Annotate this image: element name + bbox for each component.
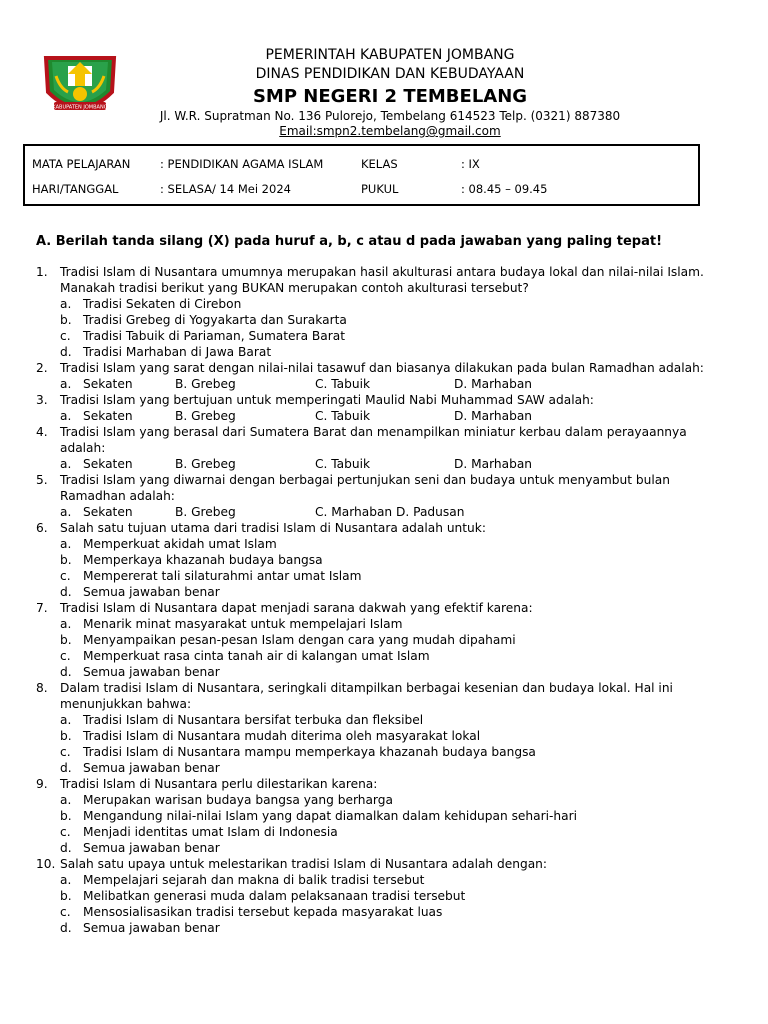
department-title: DINAS PENDIDIKAN DAN KEBUDAYAAN (255, 66, 525, 82)
option-letter: a. (60, 713, 72, 727)
answer-option[interactable] (36, 872, 736, 888)
class-label: KELAS (361, 157, 398, 171)
answer-option[interactable] (36, 648, 736, 664)
option-letter: a. (60, 505, 72, 519)
instruction-heading: A. Berilah tanda silang (X) pada huruf a, b, c atau d pada jawaban yang paling tepat! (36, 234, 663, 249)
answer-option[interactable] (36, 808, 736, 824)
option-letter: c. (60, 569, 71, 583)
answer-option[interactable]: B. Grebeg (175, 457, 236, 471)
answer-option[interactable]: B. Grebeg (175, 409, 236, 423)
answer-option[interactable] (36, 312, 736, 328)
answer-option[interactable] (36, 744, 736, 760)
option-letter: c. (60, 329, 71, 343)
option-text: Mensosialisasikan tradisi tersebut kepada masyarakat luas (83, 905, 443, 919)
option-text: Memperkaya khazanah budaya bangsa (83, 553, 323, 567)
question-text: Tradisi Islam yang bertujuan untuk memperingati Maulid Nabi Muhammad SAW adalah: (60, 393, 594, 407)
answer-option[interactable] (36, 296, 736, 312)
question-list (36, 264, 736, 936)
option-letter: d. (60, 841, 72, 855)
question-text: Salah satu upaya untuk melestarikan tradisi Islam di Nusantara adalah dengan: (60, 857, 548, 871)
question-number: 4. (36, 425, 48, 439)
question-line (36, 856, 736, 872)
question-text: Tradisi Islam di Nusantara perlu dilestarikan karena: (60, 777, 378, 791)
answer-option[interactable] (36, 840, 736, 856)
question-text: menunjukkan bahwa: (60, 697, 192, 711)
answer-option[interactable] (36, 344, 736, 360)
question-text: Tradisi Islam yang diwarnai dengan berbagai pertunjukan seni dan budaya untuk menyambut bulan (60, 473, 670, 487)
answer-option[interactable]: D. Marhaban (454, 409, 533, 423)
subject-label: MATA PELAJARAN (32, 157, 131, 171)
option-letter: d. (60, 585, 72, 599)
answer-option[interactable] (36, 904, 736, 920)
subject-value: : PENDIDIKAN AGAMA ISLAM (160, 157, 324, 171)
question-line (36, 392, 736, 408)
answer-option[interactable] (36, 552, 736, 568)
answer-option[interactable]: B. Grebeg (175, 505, 236, 519)
option-text: Tradisi Islam di Nusantara mampu memperkaya khazanah budaya bangsa (83, 745, 536, 759)
option-letter: c. (60, 649, 71, 663)
option-text: Semua jawaban benar (83, 761, 220, 775)
question-line (36, 776, 736, 792)
question-line (36, 264, 736, 280)
option-text: Melibatkan generasi muda dalam pelaksanaan tradisi tersebut (83, 889, 466, 903)
logo-banner-text: KABUPATEN JOMBANG (52, 104, 108, 111)
question-number: 10. (36, 857, 56, 871)
answer-option[interactable] (36, 712, 736, 728)
answer-option[interactable] (36, 664, 736, 680)
inline-options-row (36, 408, 736, 424)
answer-option[interactable]: C. Tabuik (315, 457, 371, 471)
question-text: Tradisi Islam yang sarat dengan nilai-nilai tasawuf dan biasanya dilakukan pada bulan Ramadhan adalah: (60, 361, 704, 375)
option-text: Mengandung nilai-nilai Islam yang dapat diamalkan dalam kehidupan sehari-hari (83, 809, 578, 823)
answer-option[interactable]: Sekaten (83, 505, 133, 519)
question-line (36, 696, 736, 712)
option-text: Semua jawaban benar (83, 921, 220, 935)
question-number: 1. (36, 265, 48, 279)
inline-options-row (36, 456, 736, 472)
option-text: Menarik minat masyarakat untuk mempelajari Islam (83, 617, 403, 631)
option-text: Tradisi Sekaten di Cirebon (83, 297, 242, 311)
time-label: PUKUL (361, 182, 399, 196)
option-text: Tradisi Marhaban di Jawa Barat (83, 345, 272, 359)
option-letter: d. (60, 665, 72, 679)
question-text: Manakah tradisi berikut yang BUKAN merupakan contoh akulturasi tersebut? (60, 281, 529, 295)
question-line (36, 472, 736, 488)
answer-option[interactable] (36, 792, 736, 808)
answer-option[interactable]: Sekaten (83, 377, 133, 391)
government-title: PEMERINTAH KABUPATEN JOMBANG (265, 47, 515, 63)
answer-option[interactable] (36, 616, 736, 632)
question-number: 9. (36, 777, 48, 791)
option-letter: a. (60, 617, 72, 631)
question-line (36, 488, 736, 504)
question-number: 6. (36, 521, 48, 535)
answer-option[interactable]: B. Grebeg (175, 377, 236, 391)
option-text: Mempererat tali silaturahmi antar umat Islam (83, 569, 362, 583)
option-text: Tradisi Islam di Nusantara mudah diterima oleh masyarakat lokal (83, 729, 481, 743)
option-text: Menyampaikan pesan-pesan Islam dengan cara yang mudah dipahami (83, 633, 516, 647)
question-text: Dalam tradisi Islam di Nusantara, seringkali ditampilkan berbagai kesenian dan budaya lokal. Hal ini (60, 681, 673, 695)
answer-option[interactable] (36, 584, 736, 600)
school-name: SMP NEGERI 2 TEMBELANG (252, 86, 528, 107)
answer-option[interactable] (36, 824, 736, 840)
answer-option[interactable]: C. Tabuik (315, 377, 371, 391)
question-text: Ramadhan adalah: (60, 489, 175, 503)
day-value: : SELASA/ 14 Mei 2024 (160, 182, 291, 196)
answer-option[interactable] (36, 920, 736, 936)
option-text: Memperkuat rasa cinta tanah air di kalangan umat Islam (83, 649, 430, 663)
question-text: Tradisi Islam yang berasal dari Sumatera Barat dan menampilkan miniatur kerbau dalam perayaannya (60, 425, 687, 439)
question-line (36, 424, 736, 440)
question-line (36, 680, 736, 696)
answer-option[interactable]: D. Marhaban (454, 377, 533, 391)
question-line (36, 600, 736, 616)
option-letter: a. (60, 537, 72, 551)
day-label: HARI/TANGGAL (32, 182, 119, 196)
option-text: Memperkuat akidah umat Islam (83, 537, 277, 551)
answer-option[interactable] (36, 328, 736, 344)
option-text: Mempelajari sejarah dan makna di balik tradisi tersebut (83, 873, 425, 887)
question-text: Tradisi Islam di Nusantara dapat menjadi sarana dakwah yang efektif karena: (60, 601, 533, 615)
option-text: Tradisi Islam di Nusantara bersifat terbuka dan fleksibel (83, 713, 424, 727)
option-letter: c. (60, 905, 71, 919)
option-letter: d. (60, 921, 72, 935)
answer-option[interactable] (36, 536, 736, 552)
question-text: Tradisi Islam di Nusantara umumnya merupakan hasil akulturasi antara budaya lokal dan nilai-nilai Islam. (60, 265, 704, 279)
option-letter: d. (60, 345, 72, 359)
time-value: : 08.45 – 09.45 (461, 182, 548, 196)
option-text: Menjadi identitas umat Islam di Indonesia (83, 825, 338, 839)
school-address: Jl. W.R. Supratman No. 136 Pulorejo, Tembelang 614523 Telp. (0321) 887380 (159, 109, 621, 123)
option-letter: a. (60, 409, 72, 423)
option-letter: a. (60, 873, 72, 887)
option-letter: b. (60, 729, 72, 743)
answer-option[interactable] (36, 888, 736, 904)
option-text: Tradisi Tabuik di Pariaman, Sumatera Barat (83, 329, 345, 343)
option-letter: b. (60, 809, 72, 823)
option-letter: b. (60, 313, 72, 327)
answer-option[interactable] (36, 728, 736, 744)
option-text: Semua jawaban benar (83, 585, 220, 599)
option-letter: b. (60, 553, 72, 567)
question-line (36, 280, 736, 296)
question-number: 7. (36, 601, 48, 615)
question-number: 2. (36, 361, 48, 375)
answer-option[interactable] (36, 632, 736, 648)
option-letter: b. (60, 889, 72, 903)
answer-option[interactable] (36, 568, 736, 584)
question-line (36, 520, 736, 536)
option-letter: a. (60, 377, 72, 391)
option-letter: a. (60, 793, 72, 807)
option-text: Merupakan warisan budaya bangsa yang berharga (83, 793, 393, 807)
question-line (36, 360, 736, 376)
exam-info-box (23, 144, 700, 206)
option-letter: a. (60, 457, 72, 471)
answer-option[interactable] (36, 760, 736, 776)
question-number: 5. (36, 473, 48, 487)
class-value: : IX (461, 157, 480, 171)
option-text: Semua jawaban benar (83, 841, 220, 855)
option-letter: d. (60, 761, 72, 775)
option-letter: c. (60, 745, 71, 759)
inline-options-row (36, 504, 736, 520)
answer-option[interactable]: Sekaten (83, 409, 133, 423)
question-text: Salah satu tujuan utama dari tradisi Islam di Nusantara adalah untuk: (60, 521, 486, 535)
option-text: Semua jawaban benar (83, 665, 220, 679)
option-letter: a. (60, 297, 72, 311)
kabupaten-jombang-logo-icon (38, 52, 122, 120)
question-line (36, 440, 736, 456)
answer-option[interactable]: D. Marhaban (454, 457, 533, 471)
question-number: 3. (36, 393, 48, 407)
question-text: adalah: (60, 441, 106, 455)
option-text: Tradisi Grebeg di Yogyakarta dan Surakarta (83, 313, 347, 327)
answer-option[interactable]: Sekaten (83, 457, 133, 471)
option-letter: c. (60, 825, 71, 839)
answer-option[interactable]: C. Marhaban D. Padusan (315, 505, 465, 519)
answer-option[interactable]: C. Tabuik (315, 409, 371, 423)
inline-options-row (36, 376, 736, 392)
question-number: 8. (36, 681, 48, 695)
option-letter: b. (60, 633, 72, 647)
school-email[interactable]: Email:smpn2.tembelang@gmail.com (279, 124, 501, 138)
